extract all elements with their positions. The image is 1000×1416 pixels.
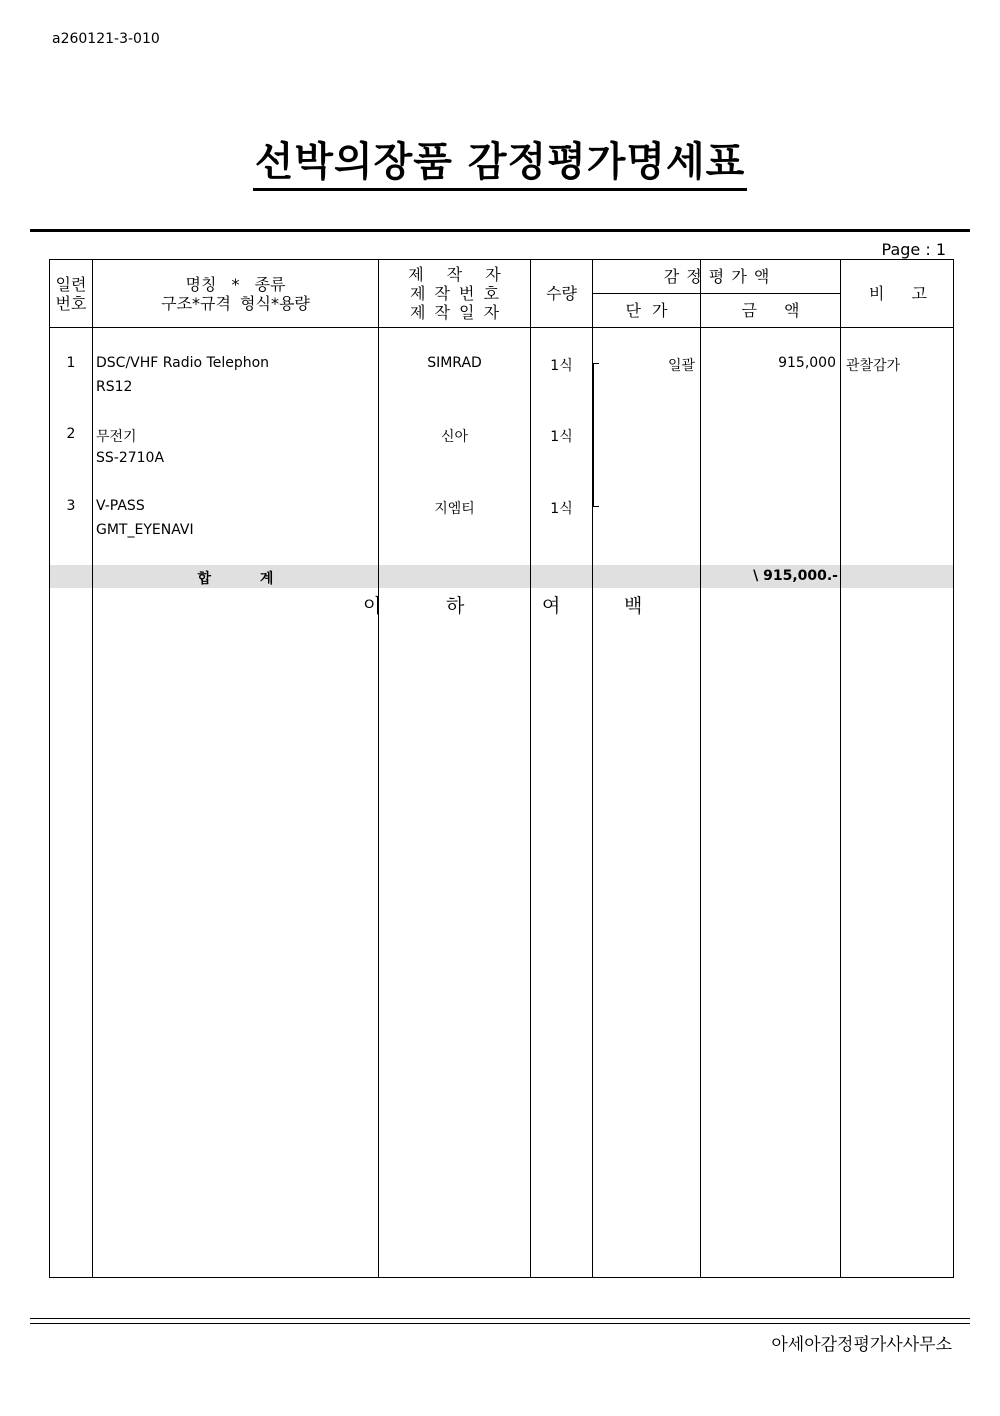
row-1-spec: RS12 [96,379,133,395]
blank-notice-char: 백 [624,595,643,617]
appraisal-table [49,259,954,1278]
header-qty: 수량 [546,284,577,303]
lump-sum-bracket [593,363,599,507]
bottom-rule [30,1318,970,1319]
col-divider [700,260,701,1277]
blank-notice-char: 이 [363,595,382,617]
blank-notice-char: 여 [542,595,561,617]
header-unit-price: 단 가 [625,301,668,320]
header-bottom-line [50,327,953,328]
col-divider [530,260,531,1277]
row-3-spec: GMT_EYENAVI [96,522,194,538]
row-2-no: 2 [66,426,76,442]
row-1-amount: 915,000 [778,355,836,371]
header-appraisal: 감 정 평 가 액 [663,267,770,286]
row-1-no: 1 [66,355,76,371]
row-2-qty: 1식 [550,429,573,445]
sub-header-divider [593,293,840,294]
row-2-maker: 신아 [440,429,469,445]
page-title [0,130,1000,187]
header-maker: 제 작 자 제 작 번 호 제 작 일 자 [408,265,501,322]
page-number: Page : 1 [881,240,946,259]
top-rule [30,229,970,232]
total-amount: \ 915,000.- [753,568,838,584]
col-divider [92,260,93,1277]
row-1-qty: 1식 [550,358,573,374]
row-3-no: 3 [66,498,76,514]
col-divider [840,260,841,1277]
row-1-remarks: 관찰감가 [846,358,901,374]
bottom-rule [30,1323,970,1324]
blank-notice-char: 하 [446,595,465,617]
document-id: a260121-3-010 [52,31,160,47]
total-label: 합 계 [197,571,274,587]
row-1-unit-price: 일괄 [667,358,695,374]
row-1-name: DSC/VHF Radio Telephon [96,355,270,371]
header-remarks: 비 고 [869,284,927,303]
row-1-maker: SIMRAD [427,355,482,371]
header-serial: 일련 번호 [55,275,87,313]
row-3-qty: 1식 [550,501,573,517]
header-amount: 금 액 [741,301,800,320]
row-2-spec: SS-2710A [96,450,165,466]
row-3-maker: 지엠티 [434,501,475,517]
title-text: 선박의장품 감정평가명세표 [253,139,748,191]
row-2-name: 무전기 [96,429,137,445]
col-divider [378,260,379,1277]
header-name: 명칭 * 종류 구조*규격 형식*용량 [161,275,310,313]
office-name: 아세아감정평가사사무소 [771,1335,952,1355]
row-3-name: V-PASS [96,498,145,514]
